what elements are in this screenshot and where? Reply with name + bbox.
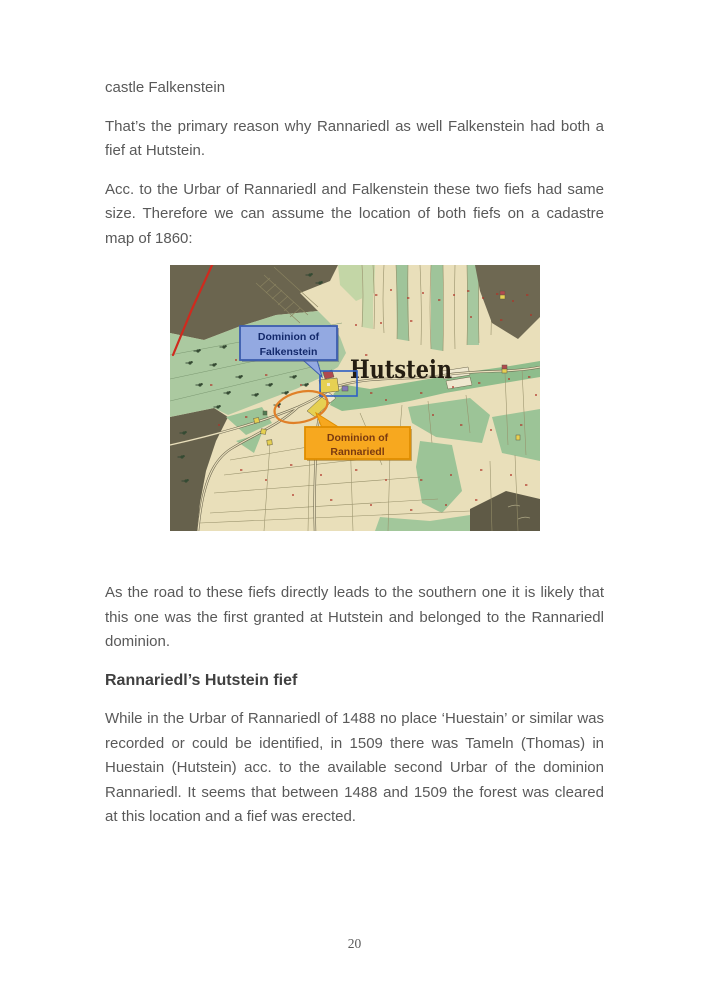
section-heading: Rannariedl’s Hutstein fief bbox=[105, 671, 298, 689]
svg-text:Dominion of bbox=[257, 331, 319, 343]
rannariedl-label-line1: Dominion of bbox=[326, 432, 388, 444]
cadastre-map-image bbox=[170, 265, 540, 531]
falkenstein-label-line2: Falkenstein bbox=[259, 346, 317, 358]
paragraph-castle: castle Falkenstein bbox=[105, 79, 226, 96]
place-label-hutstein: Hutstein bbox=[349, 355, 452, 384]
paragraph-road: As the road to these fiefs directly leads to the southern one it is likely that this one was the first granted at Hutstein and belonged to the Rannariedl dominion. bbox=[105, 584, 604, 650]
svg-text:Rannariedl bbox=[330, 446, 384, 458]
rannariedl-label-line2: Rannariedl bbox=[329, 446, 385, 458]
falkenstein-label-line1: Dominion of bbox=[257, 331, 319, 343]
svg-text:Falkenstein bbox=[259, 346, 317, 358]
document-body bbox=[105, 76, 604, 844]
page-number: 20 bbox=[347, 936, 362, 951]
svg-text:Dominion of bbox=[326, 432, 388, 444]
paragraph-primary-reason: That’s the primary reason why Rannariedl as well Falkenstein had both a fief at Hutstein. bbox=[105, 117, 604, 159]
paragraph-urbar: Acc. to the Urbar of Rannariedl and Falkenstein these two fiefs had same size. Therefore we can assume the location of both fiefs on a cadastre map of 1860: bbox=[105, 180, 604, 247]
paragraph-urbar-1488: While in the Urbar of Rannariedl of 1488 no place ‘Huestain’ or similar was recorded or could be identified, in 1509 there was Tameln (Thomas) in Huestain (Hutstein) acc. to the available second Urbar of the dominion Rannariedl. It seems that between 1488 and 1509 the forest was cleared at this location and a fief was erected. bbox=[105, 710, 604, 825]
